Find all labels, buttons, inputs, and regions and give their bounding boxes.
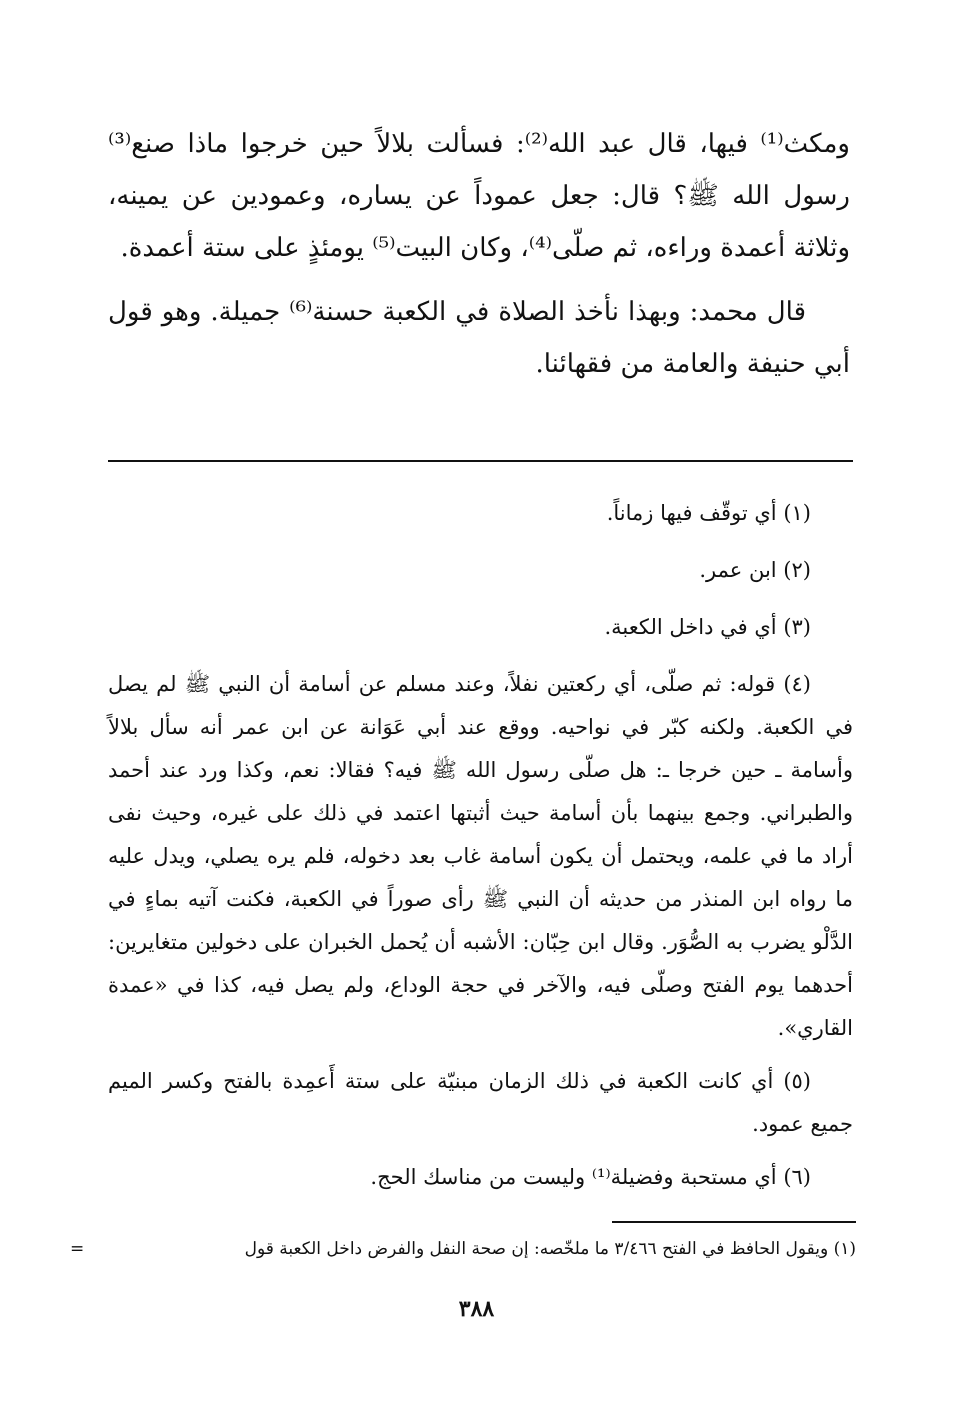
main-text bbox=[108, 118, 850, 390]
footnote-5: (٥) أي كانت الكعبة في ذلك الزمان مبنيّة على ستة أَعمِدة بالفتح وكسر الميم جميع عمود. bbox=[108, 1069, 853, 1136]
footnote-2: (٢) ابن عمر. bbox=[699, 558, 811, 582]
sub-footnote bbox=[60, 1234, 856, 1264]
main-paragraph-1: ومكث⁽¹⁾ فيها، قال عبد الله⁽²⁾: فسألت بلالاً حين خرجوا ماذا صنع⁽³⁾ رسول الله ﷺ؟ قال: جعل عموداً عن يساره، وعمودين عن يمينه، وثلاثة أعمدة وراءه، ثم صلّى⁽⁴⁾، وكان البيت⁽⁵⁾ يومئذٍ على ستة أعمدة. bbox=[108, 129, 850, 263]
footnote-separator bbox=[108, 460, 853, 462]
footnote-4: (٤) قوله: ثم صلّى، أي ركعتين نفلاً، وعند مسلم عن أسامة أن النبي ﷺ لم يصل في الكعبة. ولكنه كبّر في نواحيه. ووقع عند أبي عَوَانة عن ابن عمر أنه سأل بلالاً وأسامة ـ حين خرجا ـ: هل صلّى رسول الله ﷺ فيه؟ فقالا: نعم، وكذا ورد عند أحمد والطبراني. وجمع بينهما بأن أسامة حيث أثبتها اعتمد في ذلك على غيره، وحيث نفى أراد ما في علمه، ويحتمل أن يكون أسامة غاب بعد دخوله، فلم يره يصلي، ويدل عليه ما رواه ابن المنذر من حديثه أن النبي ﷺ رأى صوراً في الكعبة، فكنت آتيه بماءٍ في الدَّلْو يضرب به الصُّوَر. وقال ابن حِبّان: الأشبه أن يُحمل الخبران على دخولين متغايرين: أحدهما يوم الفتح وصلّى فيه، والآخر في حجة الوداع، ولم يصل فيه، كذا في «عمدة القاري». bbox=[108, 672, 854, 1040]
sub-footnote-separator bbox=[612, 1221, 856, 1223]
footnote-6: (٦) أي مستحبة وفضيلة⁽¹⁾ وليست من مناسك الحج. bbox=[370, 1165, 811, 1189]
page-number: ٣٨٨ bbox=[458, 1296, 495, 1322]
main-paragraph-2: قال محمد: وبهذا نأخذ الصلاة في الكعبة حسنة⁽⁶⁾ جميلة. وهو قول أبي حنيفة والعامة من فقهائنا. bbox=[108, 297, 850, 379]
sub-footnote-text: (١) ويقول الحافظ في الفتح ٣/٤٦٦ ما ملخّصه: إن صحة النفل والفرض داخل الكعبة قول bbox=[244, 1239, 856, 1259]
footnote-1: (١) أي توقّف فيها زماناً. bbox=[606, 501, 811, 525]
footnotes bbox=[108, 492, 853, 1209]
footnote-3: (٣) أي في داخل الكعبة. bbox=[604, 615, 811, 639]
continuation-mark: = bbox=[70, 1239, 85, 1259]
